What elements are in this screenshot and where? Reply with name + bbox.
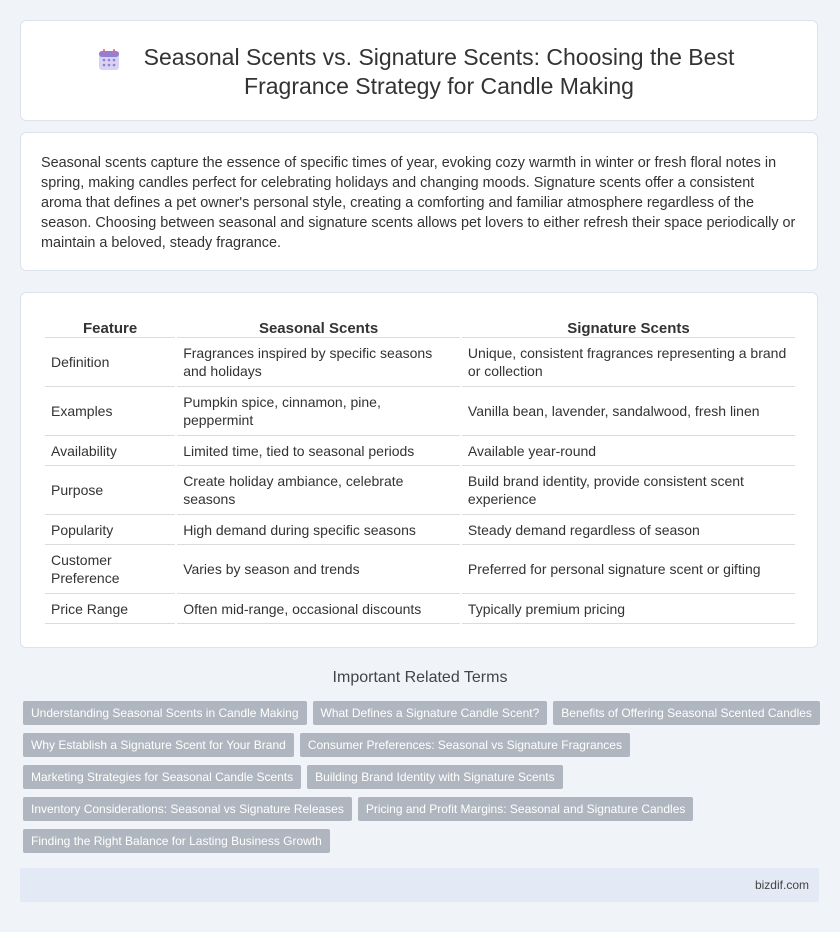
signature-cell: Unique, consistent fragrances representing a brand or collection — [462, 338, 795, 387]
seasonal-cell: High demand during specific seasons — [177, 515, 460, 545]
table-row — [45, 338, 795, 387]
header-feature: Feature — [45, 315, 175, 338]
related-term-tag[interactable]: Consumer Preferences: Seasonal vs Signature Fragrances — [300, 733, 630, 757]
signature-cell: Typically premium pricing — [462, 594, 795, 624]
feature-cell: Popularity — [45, 515, 175, 545]
feature-cell: Purpose — [45, 466, 175, 515]
feature-cell: Examples — [45, 387, 175, 436]
comparison-card — [20, 292, 818, 648]
page-title: Seasonal Scents vs. Signature Scents: Choosing the Best Fragrance Strategy for Candle Making — [143, 44, 735, 99]
table-row — [45, 545, 795, 594]
related-term-tag[interactable]: Finding the Right Balance for Lasting Business Growth — [23, 829, 330, 853]
seasonal-cell: Often mid-range, occasional discounts — [177, 594, 460, 624]
table-row — [45, 387, 795, 436]
related-terms-list — [23, 701, 823, 861]
signature-cell: Available year-round — [462, 436, 795, 466]
header-seasonal: Seasonal Scents — [177, 315, 460, 338]
related-term-tag[interactable]: Building Brand Identity with Signature Scents — [307, 765, 562, 789]
comparison-table — [43, 315, 797, 624]
title-card — [20, 20, 818, 121]
signature-cell: Build brand identity, provide consistent scent experience — [462, 466, 795, 515]
signature-cell: Steady demand regardless of season — [462, 515, 795, 545]
header-signature: Signature Scents — [462, 315, 795, 338]
intro-paragraph: Seasonal scents capture the essence of specific times of year, evoking cozy warmth in winter or fresh floral notes in spring, making candles perfect for celebrating holidays and changing moods. Signature scents offer a consistent aroma that defines a pet owner's personal style, creating a comforting and familiar atmosphere regardless of the season. Choosing between seasonal and signature scents allows pet lovers to either refresh their space periodically or maintain a beloved, steady fragrance. — [41, 155, 796, 251]
table-row — [45, 594, 795, 624]
signature-cell: Vanilla bean, lavender, sandalwood, fresh linen — [462, 387, 795, 436]
related-term-tag[interactable]: Benefits of Offering Seasonal Scented Candles — [553, 701, 820, 725]
signature-cell: Preferred for personal signature scent or gifting — [462, 545, 795, 594]
table-row — [45, 466, 795, 515]
table-row — [45, 436, 795, 466]
table-header-row — [45, 315, 795, 338]
related-term-tag[interactable]: What Defines a Signature Candle Scent? — [313, 701, 548, 725]
feature-cell: Availability — [45, 436, 175, 466]
feature-cell: Price Range — [45, 594, 175, 624]
seasonal-cell: Limited time, tied to seasonal periods — [177, 436, 460, 466]
related-term-tag[interactable]: Pricing and Profit Margins: Seasonal and Signature Candles — [358, 797, 694, 821]
related-terms-title: Important Related Terms — [332, 669, 508, 686]
seasonal-cell: Fragrances inspired by specific seasons and holidays — [177, 338, 460, 387]
seasonal-cell: Pumpkin spice, cinnamon, pine, peppermint — [177, 387, 460, 436]
related-term-tag[interactable]: Inventory Considerations: Seasonal vs Signature Releases — [23, 797, 352, 821]
related-term-tag[interactable]: Why Establish a Signature Scent for Your Brand — [23, 733, 294, 757]
seasonal-cell: Varies by season and trends — [177, 545, 460, 594]
related-term-tag[interactable]: Marketing Strategies for Seasonal Candle Scents — [23, 765, 301, 789]
footer-site-link[interactable]: bizdif.com — [754, 878, 809, 892]
seasonal-cell: Create holiday ambiance, celebrate seasons — [177, 466, 460, 515]
intro-card — [20, 132, 818, 271]
related-term-tag[interactable]: Understanding Seasonal Scents in Candle Making — [23, 701, 307, 725]
feature-cell: Customer Preference — [45, 545, 175, 594]
table-row — [45, 515, 795, 545]
footer — [20, 868, 819, 902]
feature-cell: Definition — [45, 338, 175, 387]
